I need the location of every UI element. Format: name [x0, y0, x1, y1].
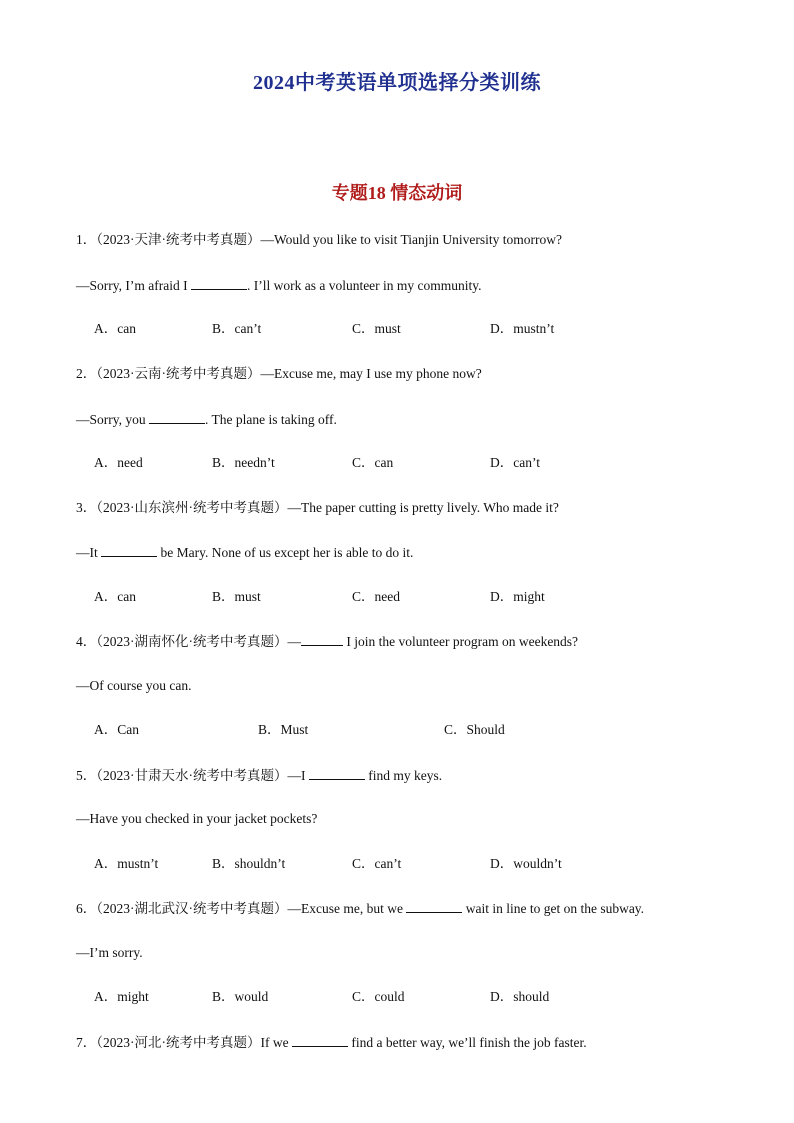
- question-1-response-pre: —Sorry, I’m afraid I: [76, 278, 191, 293]
- question-6-response-text: —I’m sorry.: [76, 945, 143, 960]
- question-2-option-c: C．can: [352, 455, 394, 470]
- question-5-option-b: B．shouldn’t: [212, 856, 286, 871]
- question-3-response-post: be Mary. None of us except her is able to do it.: [157, 545, 414, 560]
- question-5-option-d: D．wouldn’t: [490, 856, 562, 871]
- question-1-text: 1．（2023·天津·统考中考真题）—Would you like to visit Tianjin University tomorrow?: [76, 232, 563, 247]
- question-5-response: [76, 809, 317, 829]
- answer-blank: [292, 1032, 348, 1047]
- question-7-text: 7．（2023·河北·统考中考真题）If we: [76, 1035, 292, 1050]
- question-1-response: [76, 275, 482, 296]
- question-3-text: 3．（2023·山东滨州·统考中考真题）—The paper cutting is pretty lively. Who made it?: [76, 500, 559, 515]
- question-4-option-c: C．Should: [444, 722, 505, 737]
- question-5-response-text: —Have you checked in your jacket pockets?: [76, 811, 318, 826]
- question-6-response: [76, 943, 143, 963]
- question-4-response: [76, 676, 191, 696]
- question-6-text: 6．（2023·湖北武汉·统考中考真题）—Excuse me, but we: [76, 901, 407, 916]
- question-4-stem: [76, 631, 578, 652]
- question-2-option-d: D．can’t: [490, 455, 540, 470]
- question-5-stem: [76, 765, 442, 786]
- question-1-option-d: D．mustn’t: [490, 321, 555, 336]
- question-3-option-b: B．must: [212, 589, 261, 604]
- question-6-text-post: wait in line to get on the subway.: [462, 901, 645, 916]
- question-1-response-post: . I’ll work as a volunteer in my community.: [246, 278, 482, 293]
- question-1-option-b: B．can’t: [212, 321, 262, 336]
- question-5-text: 5．（2023·甘肃天水·统考中考真题）—I: [76, 768, 309, 783]
- answer-blank: [406, 898, 462, 913]
- question-6-option-d: D．should: [490, 989, 550, 1004]
- question-4-option-b: B．Must: [258, 722, 309, 737]
- question-5-option-c: C．can’t: [352, 856, 402, 871]
- question-6-stem: [76, 898, 644, 919]
- question-6-option-c: C．could: [352, 989, 405, 1004]
- question-2-text: 2．（2023·云南·统考中考真题）—Excuse me, may I use my phone now?: [76, 366, 482, 381]
- question-6-option-a: A．might: [94, 989, 149, 1004]
- question-2-option-b: B．needn’t: [212, 455, 275, 470]
- question-4-option-a: A．Can: [94, 722, 139, 737]
- question-4-text-post: I join the volunteer program on weekends?: [343, 634, 579, 649]
- document-title: 2024中考英语单项选择分类训练: [253, 72, 541, 94]
- question-4-text: 4．（2023·湖南怀化·统考中考真题）—: [76, 634, 301, 649]
- question-1-stem: [76, 230, 562, 250]
- question-2-option-a: A．need: [94, 455, 143, 470]
- question-1-option-c: C．must: [352, 321, 401, 336]
- question-3-response-pre: —It: [76, 545, 102, 560]
- question-3-stem: [76, 498, 559, 518]
- question-3-option-d: D．might: [490, 589, 545, 604]
- topic-subtitle: 专题18 情态动词: [331, 183, 463, 203]
- answer-blank: [149, 409, 205, 424]
- question-5-option-a: A．mustn’t: [94, 856, 159, 871]
- question-2-stem: [76, 364, 482, 384]
- question-7-stem: [76, 1032, 587, 1053]
- answer-blank: [309, 765, 365, 780]
- question-3-option-a: A．can: [94, 589, 136, 604]
- question-3-response: [76, 542, 413, 563]
- answer-blank: [101, 542, 157, 557]
- question-2-response-post: . The plane is taking off.: [205, 412, 337, 427]
- answer-blank: [301, 631, 343, 646]
- question-2-response-pre: —Sorry, you: [76, 412, 149, 427]
- question-2-response: [76, 409, 337, 430]
- answer-blank: [191, 275, 247, 290]
- question-7-text-post: find a better way, we’ll finish the job faster.: [347, 1035, 587, 1050]
- question-6-option-b: B．would: [212, 989, 269, 1004]
- question-1-option-a: A．can: [94, 321, 136, 336]
- question-3-option-c: C．need: [352, 589, 400, 604]
- question-5-text-post: find my keys.: [364, 768, 443, 783]
- question-4-response-text: —Of course you can.: [76, 678, 192, 693]
